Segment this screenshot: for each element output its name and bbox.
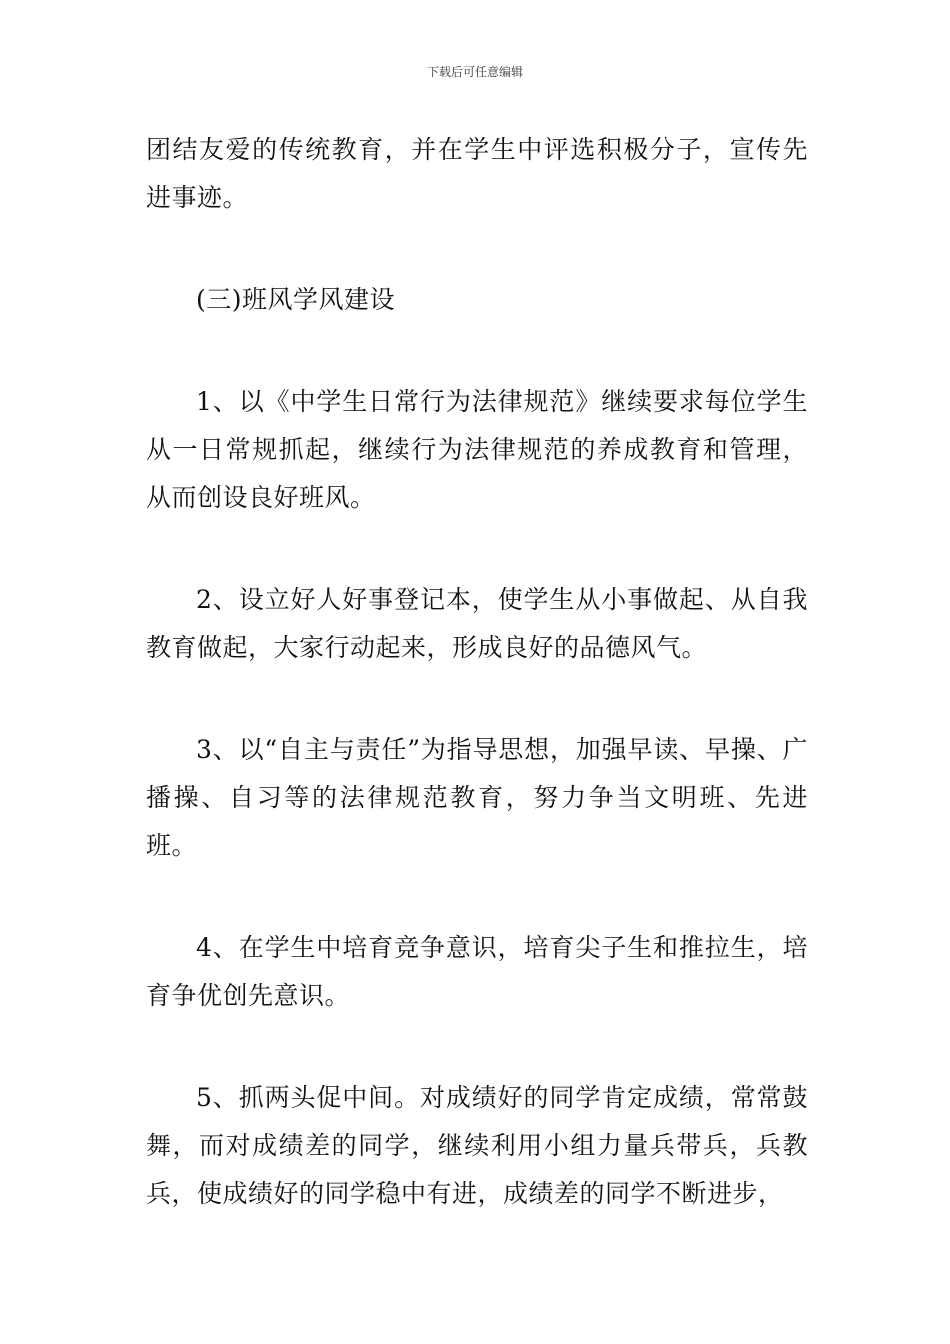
paragraph-gap	[146, 222, 808, 276]
paragraph-item-3: 3、以“自主与责任”为指导思想，加强早读、早操、广播操、自习等的法律规范教育，努力争当文明班、先进班。	[146, 735, 808, 860]
paragraph-item-4: 4、在学生中培育竞争意识，培育尖子生和推拉生，培育争优创先意识。	[146, 933, 808, 1010]
page-header: 下载后可任意编辑	[426, 65, 523, 79]
paragraph-item-1: 1、以《中学生日常行为法律规范》继续要求每位学生从一日常规抓起，继续行为法律规范的养成教育和管理，从而创设良好班风。	[146, 387, 808, 512]
paragraph-gap	[146, 870, 808, 924]
paragraph-gap	[146, 1020, 808, 1074]
paragraph-item-2: 2、设立好人好事登记本，使学生从小事做起、从自我教育做起，大家行动起来，形成良好的品德风气。	[146, 585, 808, 662]
paragraph-gap	[146, 522, 808, 576]
section-heading: (三)班风学风建设	[196, 285, 396, 314]
document-body	[146, 126, 808, 1218]
paragraph-item-5: 5、抓两头促中间。对成绩好的同学肯定成绩，常常鼓舞，而对成绩差的同学，继续利用小组力量兵带兵，兵教兵，使成绩好的同学稳中有进，成绩差的同学不断进步，	[146, 1083, 808, 1208]
paragraph-continuation: 团结友爱的传统教育，并在学生中评选积极分子，宣传先进事迹。	[146, 135, 808, 212]
paragraph-gap	[146, 672, 808, 726]
paragraph-gap	[146, 324, 808, 378]
